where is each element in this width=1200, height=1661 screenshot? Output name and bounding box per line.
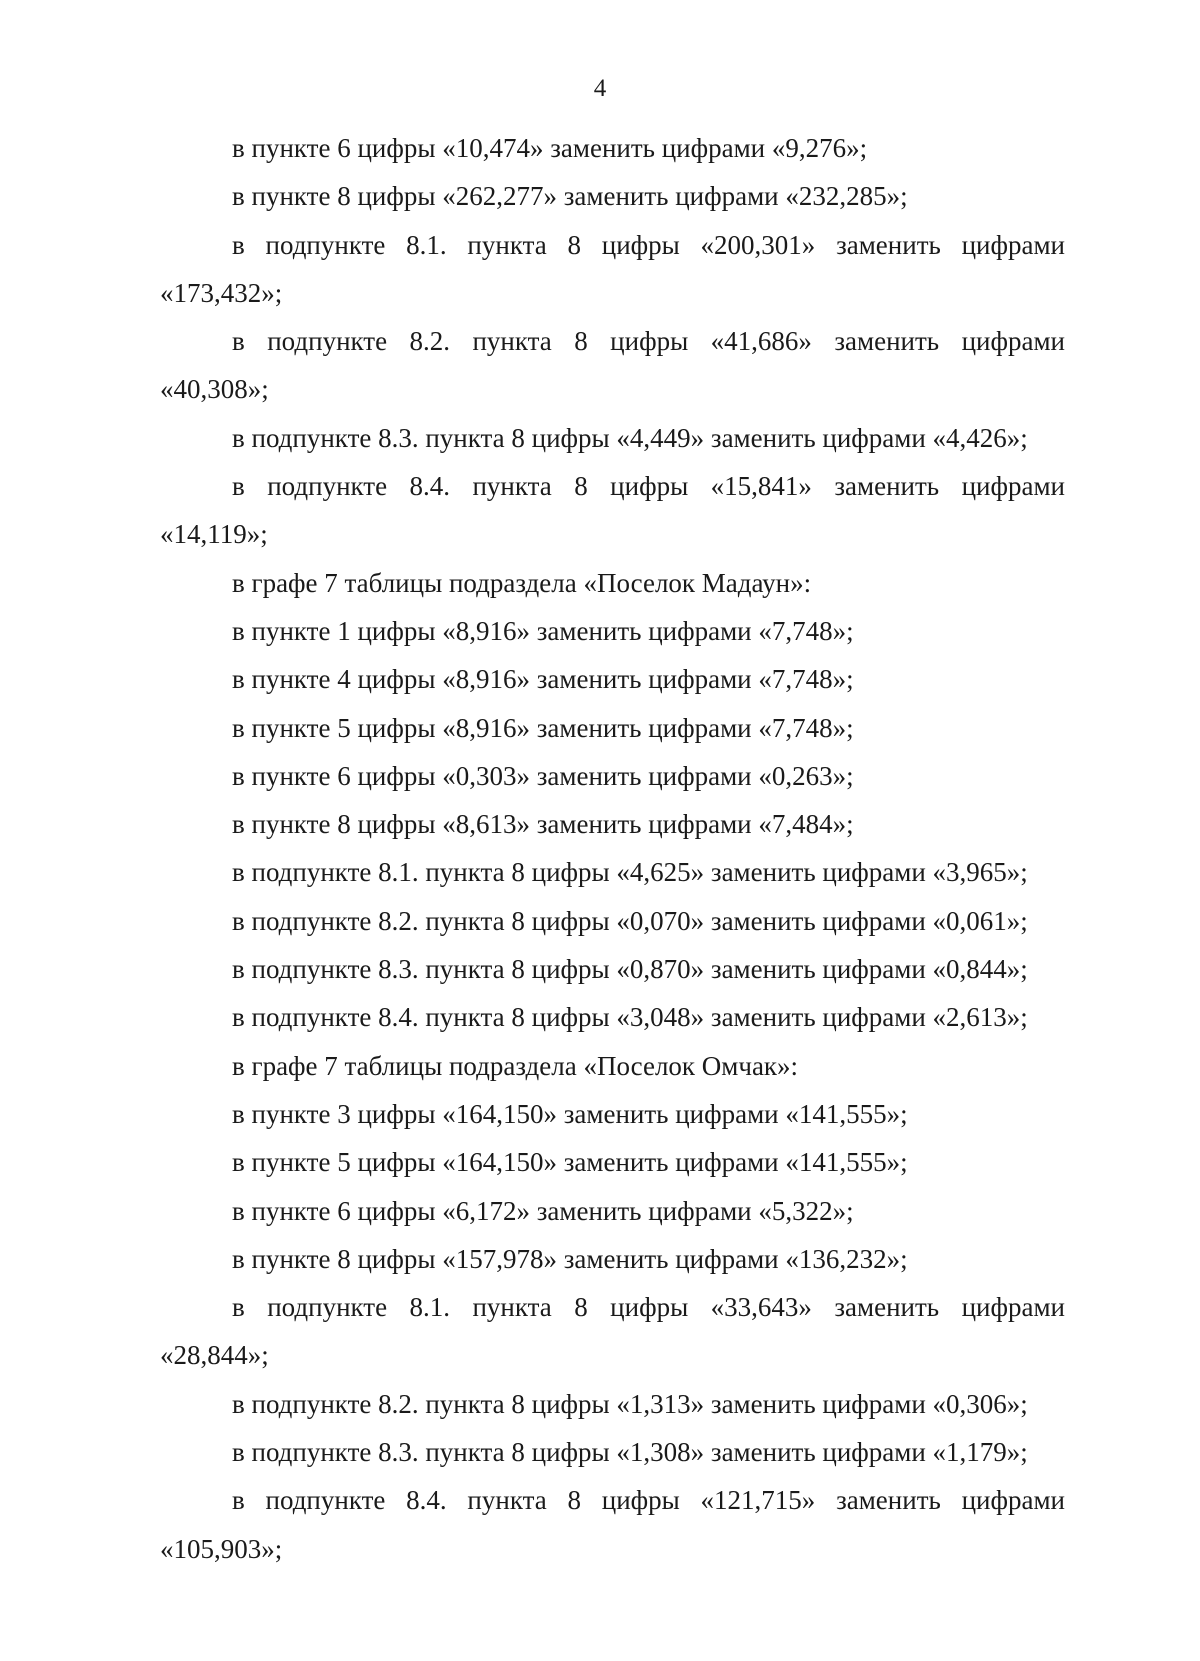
paragraph: в пункте 6 цифры «6,172» заменить цифрами «5,322»; [232,1195,854,1226]
paragraph: в пункте 4 цифры «8,916» заменить цифрами «7,748»; [232,664,854,695]
document-body [160,124,1065,1573]
paragraph: в пункте 8 цифры «8,613» заменить цифрами «7,484»; [232,809,854,840]
paragraph: в пункте 8 цифры «157,978» заменить цифрами «136,232»; [232,1243,908,1274]
paragraph-continuation: «40,308»; [160,374,269,405]
paragraph: в графе 7 таблицы подраздела «Поселок Омчак»: [232,1050,799,1081]
paragraph: в пункте 5 цифры «8,916» заменить цифрами «7,748»; [232,712,854,743]
paragraph: в пункте 5 цифры «164,150» заменить цифрами «141,555»; [232,1147,908,1178]
paragraph: в подпункте 8.2. пункта 8 цифры «41,686» заменить цифрами [232,326,1065,357]
paragraph: в подпункте 8.3. пункта 8 цифры «1,308» заменить цифрами «1,179»; [232,1437,1028,1468]
paragraph: в подпункте 8.2. пункта 8 цифры «1,313» заменить цифрами «0,306»; [232,1388,1028,1419]
page-number: 4 [593,75,607,102]
paragraph: в подпункте 8.4. пункта 8 цифры «3,048» заменить цифрами «2,613»; [232,1002,1028,1033]
paragraph: в пункте 8 цифры «262,277» заменить цифрами «232,285»; [232,181,908,212]
paragraph: в графе 7 таблицы подраздела «Поселок Мадаун»: [232,567,812,598]
paragraph-continuation: «173,432»; [160,277,283,308]
paragraph-continuation: «14,119»; [160,519,268,550]
paragraph: в подпункте 8.4. пункта 8 цифры «15,841» заменить цифрами [232,471,1065,502]
paragraph: в подпункте 8.1. пункта 8 цифры «33,643» заменить цифрами [232,1292,1065,1323]
paragraph: в подпункте 8.2. пункта 8 цифры «0,070» заменить цифрами «0,061»; [232,905,1028,936]
paragraph: в пункте 1 цифры «8,916» заменить цифрами «7,748»; [232,615,854,646]
paragraph: в подпункте 8.3. пункта 8 цифры «4,449» заменить цифрами «4,426»; [232,422,1028,453]
paragraph: в пункте 6 цифры «0,303» заменить цифрами «0,263»; [232,760,854,791]
paragraph: в пункте 6 цифры «10,474» заменить цифрами «9,276»; [232,133,868,163]
paragraph: в подпункте 8.1. пункта 8 цифры «200,301» заменить цифрами [232,229,1065,260]
paragraph: в подпункте 8.4. пункта 8 цифры «121,715» заменить цифрами [232,1485,1065,1516]
paragraph-continuation: «28,844»; [160,1340,269,1371]
paragraph: в подпункте 8.1. пункта 8 цифры «4,625» заменить цифрами «3,965»; [232,857,1028,888]
paragraph-continuation: «105,903»; [160,1533,283,1564]
paragraph: в подпункте 8.3. пункта 8 цифры «0,870» заменить цифрами «0,844»; [232,954,1028,985]
paragraph: в пункте 3 цифры «164,150» заменить цифрами «141,555»; [232,1098,908,1129]
